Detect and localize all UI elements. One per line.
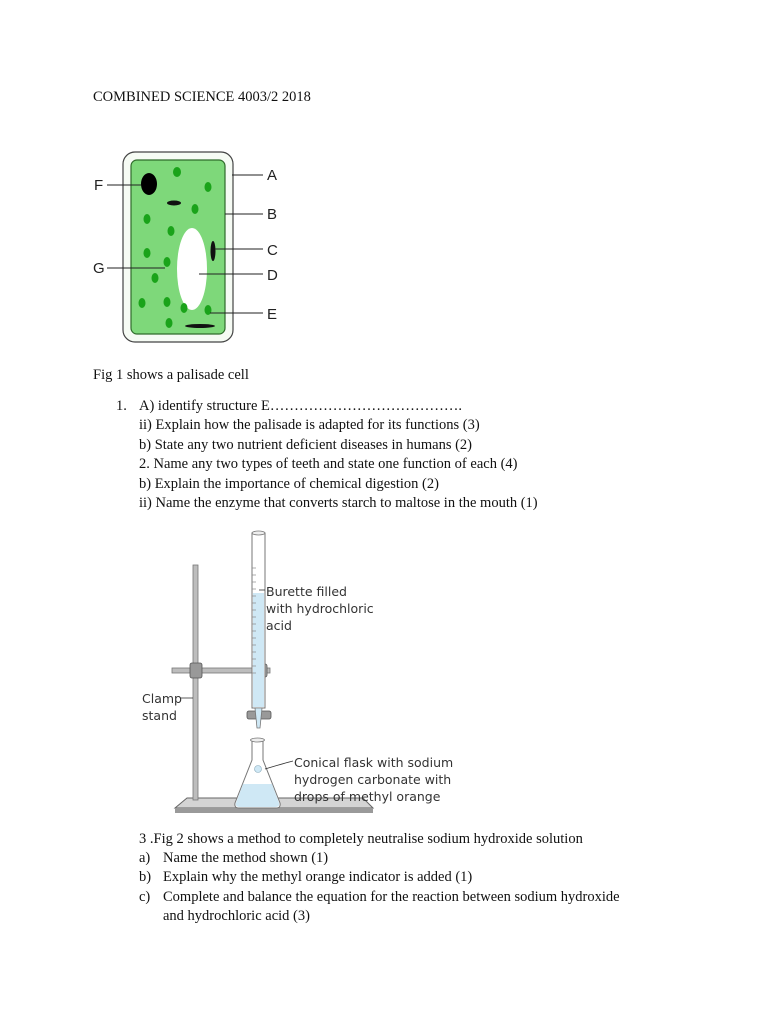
stand-rod — [193, 565, 198, 800]
list-item — [139, 888, 620, 907]
label-c: C — [267, 242, 278, 259]
question-list-1 — [139, 397, 538, 513]
figure1-caption: Fig 1 shows a palisade cell — [93, 367, 249, 383]
titration-figure — [135, 528, 475, 828]
list-item: 2. Name any two types of teeth and state one function of each (4) — [139, 456, 518, 473]
item-marker: a) — [139, 850, 151, 866]
list-item-continuation: and hydrochloric acid (3) — [163, 908, 310, 925]
list-item — [139, 868, 620, 887]
list-item — [139, 849, 620, 868]
list-item: b) State any two nutrient deficient diseases in humans (2) — [139, 436, 473, 453]
organelle-c — [211, 241, 216, 261]
question3-intro: 3 .Fig 2 shows a method to completely neutralise sodium hydroxide solution — [139, 831, 583, 847]
label-d: D — [267, 267, 278, 284]
item-text: Explain why the methyl orange indicator is added (1) — [163, 869, 473, 886]
burette-label-line2: with hydrochloric — [266, 601, 374, 616]
flask-label-line1: Conical flask with sodium — [294, 755, 454, 770]
nucleus — [141, 173, 157, 195]
label-f: F — [94, 177, 104, 194]
item-marker: b) — [139, 869, 152, 886]
item-text: Name the method shown (1) — [163, 850, 329, 866]
label-e: E — [267, 306, 278, 323]
burette-label-line1: Burette filled — [266, 584, 347, 599]
label-g: G — [93, 260, 105, 277]
clamp-label-line1: Clamp — [142, 691, 182, 706]
item-marker: c) — [139, 888, 151, 905]
vacuole — [177, 228, 207, 310]
list-item: b) Explain the importance of chemical digestion (2) — [139, 475, 439, 492]
label-a: A — [267, 167, 278, 184]
item-text: Complete and balance the equation for the reaction between sodium hydroxide — [163, 888, 620, 905]
label-b: B — [267, 206, 278, 223]
question-number: 1. — [116, 398, 127, 414]
list-item: A) identify structure E…………………………………. — [139, 398, 462, 414]
clamp-label-line2: stand — [142, 708, 177, 723]
organelle-bottom — [185, 324, 215, 328]
organelle-dark — [167, 201, 181, 206]
question3-list — [139, 849, 620, 927]
flask-label-line2: hydrogen carbonate with — [294, 772, 452, 787]
palisade-cell-figure — [85, 145, 385, 355]
page-title: COMBINED SCIENCE 4003/2 2018 — [93, 89, 311, 105]
list-item: ii) Explain how the palisade is adapted for its functions (3) — [139, 417, 480, 434]
list-item: ii) Name the enzyme that converts starch to maltose in the mouth (1) — [139, 495, 538, 512]
flask-label-line3: drops of methyl orange — [294, 789, 441, 804]
burette-label-line3: acid — [266, 618, 292, 633]
